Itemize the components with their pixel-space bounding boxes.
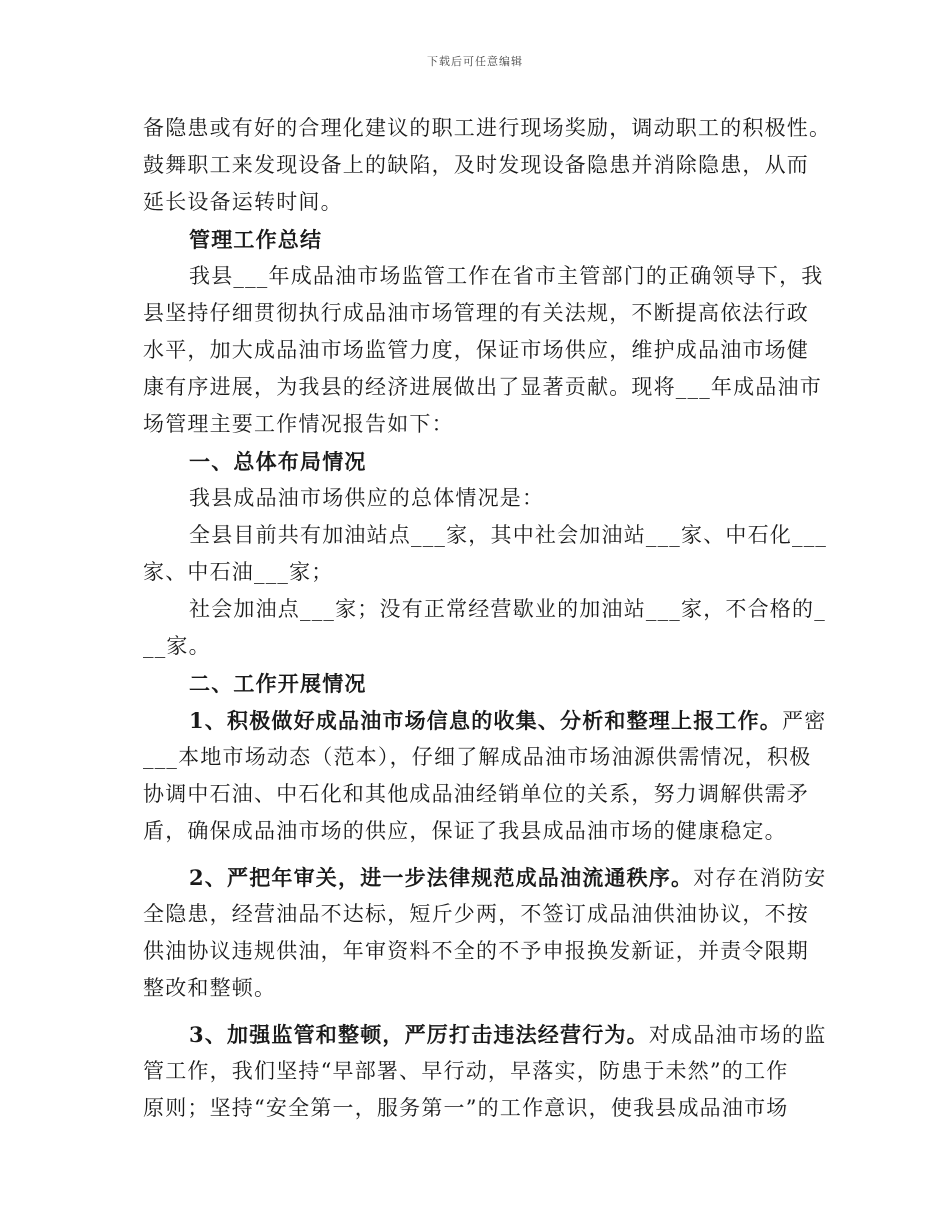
paragraph-line: 管工作，我们坚持“早部署、早行动，早落实，防患于未然”的工作 <box>143 1059 789 1083</box>
item-2-first-line: 2、严把年审关，进一步法律规范成品油流通秩序。对存在消防安 <box>189 865 827 890</box>
paragraph-line: 鼓舞职工来发现设备上的缺陷，及时发现设备隐患并消除隐患，从而 <box>143 153 809 177</box>
heading-work-progress: 二、工作开展情况 <box>189 671 367 696</box>
paragraph-line: 场管理主要工作情况报告如下： <box>143 412 454 436</box>
paragraph-line: 家、中石油___家； <box>143 560 334 584</box>
section-title: 管理工作总结 <box>189 227 323 252</box>
paragraph-line: 全县目前共有加油站点___家，其中社会加油站___家、中石化___ <box>189 523 828 547</box>
heading-overall-layout: 一、总体布局情况 <box>189 449 367 474</box>
paragraph-line: 备隐患或有好的合理化建议的职工进行现场奖励，调动职工的积极性。 <box>143 116 832 140</box>
paragraph-line: 原则；坚持“安全第一，服务第一”的工作意识，使我县成品油市场 <box>143 1096 789 1120</box>
paragraph-line: ___本地市场动态（范本），仔细了解成品油市场油源供需情况，积极 <box>143 745 812 769</box>
paragraph-line: 供油协议违规供油，年审资料不全的不予申报换发新证，并责令限期 <box>143 939 809 963</box>
paragraph-line: 全隐患，经营油品不达标，短斤少两，不签订成品油供油协议，不按 <box>143 902 809 926</box>
paragraph-line: 我县成品油市场供应的总体情况是： <box>189 486 545 510</box>
item-1-first-line: 1、积极做好成品油市场信息的收集、分析和整理上报工作。严密 <box>189 708 827 733</box>
paragraph-line: 康有序进展，为我县的经济进展做出了显著贡献。现将___年成品油市 <box>143 375 822 399</box>
paragraph-line: 社会加油点___家；没有正常经营歇业的加油站___家，不合格的_ <box>189 597 826 621</box>
paragraph-line: __家。 <box>143 634 211 658</box>
item-3-first-line: 3、加强监管和整顿，严厉打击违法经营行为。对成品油市场的监 <box>189 1022 827 1047</box>
paragraph-line: 县坚持仔细贯彻执行成品油市场管理的有关法规，不断提高依法行政 <box>143 301 809 325</box>
paragraph-line: 延长设备运转时间。 <box>143 190 343 214</box>
paragraph-line: 协调中石油、中石化和其他成品油经销单位的关系，努力调解供需矛 <box>143 782 809 806</box>
document-body <box>143 110 832 1127</box>
paragraph-line: 我县___年成品油市场监管工作在省市主管部门的正确领导下，我 <box>189 264 824 288</box>
page-header: 下载后可任意编辑 <box>427 55 523 68</box>
paragraph-line: 整改和整顿。 <box>143 976 277 1000</box>
paragraph-line: 水平，加大成品油市场监管力度，保证市场供应，维护成品油市场健 <box>143 338 809 362</box>
paragraph-line: 盾，确保成品油市场的供应，保证了我县成品油市场的健康稳定。 <box>143 819 787 843</box>
